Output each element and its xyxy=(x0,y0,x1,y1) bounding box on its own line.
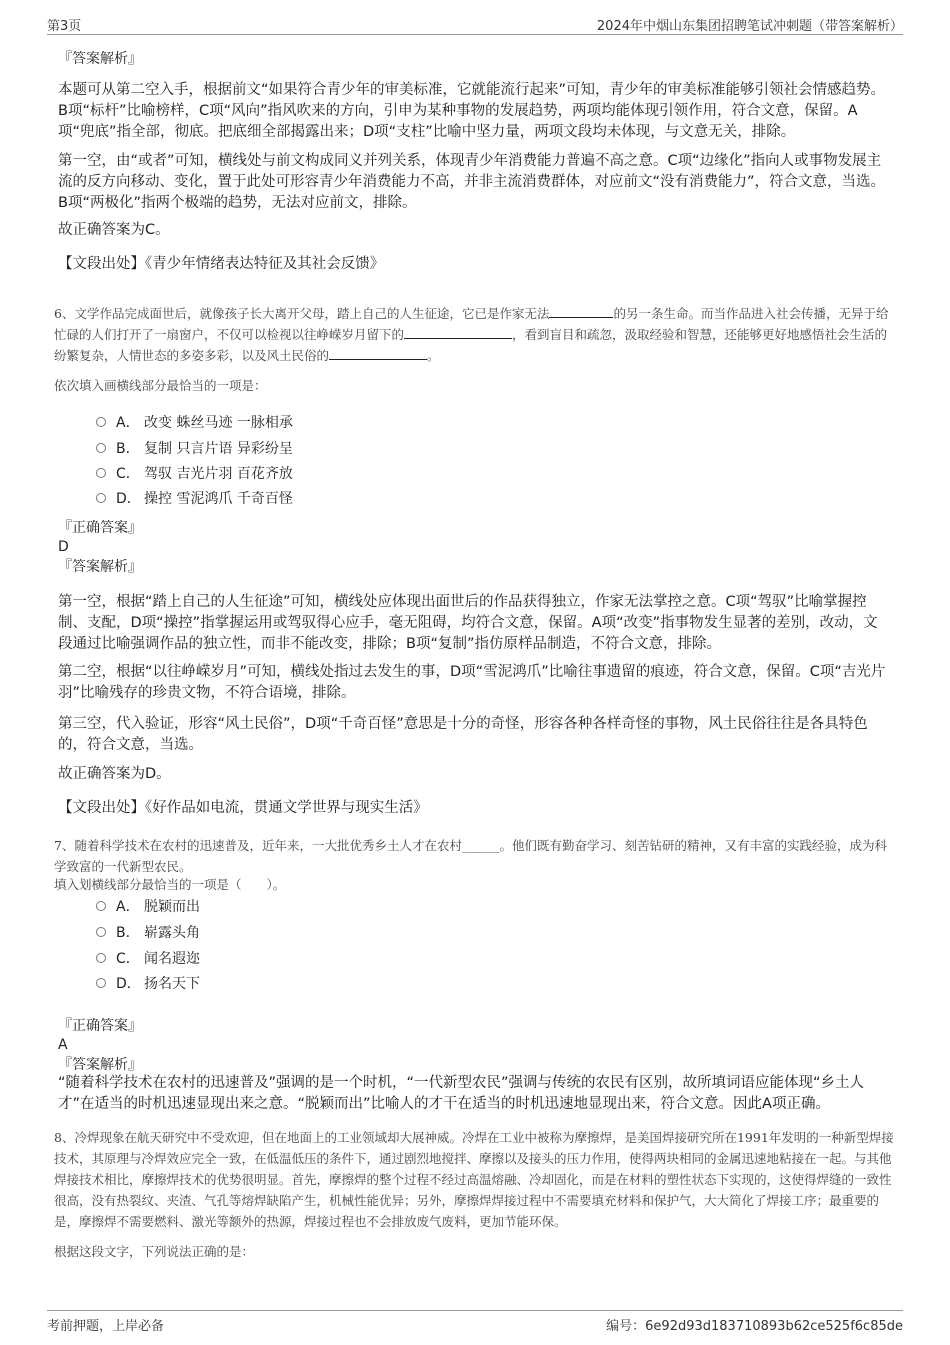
radio-icon[interactable] xyxy=(96,493,106,503)
option-b[interactable]: B． 崭露头角 xyxy=(96,924,200,942)
option-a[interactable]: A． 脱颖而出 xyxy=(96,898,200,916)
correct-answer-label: 『正确答案』 xyxy=(58,520,142,536)
fill-blank xyxy=(329,347,427,360)
radio-icon[interactable] xyxy=(96,901,106,911)
option-b[interactable]: B． 复制 只言片语 异彩纷呈 xyxy=(96,440,293,458)
question-prompt: 填入划横线部分最恰当的一项是（ ）。 xyxy=(54,877,286,892)
analysis-paragraph: 第一空，由“或者”可知，横线处与前文构成同义并列关系，体现青少年消费能力普遍不高之意。C项“边缘化”指向人或事物发展主流的反方向移动、变化，置于此处可形容青少年消费能力不高，并非主流消费群体，对应前文“没有消费能力”，符合文意，当选。B项“两极化”指两个极端的趋势，无法对应前文，排除。 xyxy=(58,153,886,211)
page-footer xyxy=(47,1310,903,1333)
fill-blank xyxy=(404,326,512,339)
question-prompt: 依次填入画横线部分最恰当的一项是： xyxy=(54,378,267,393)
radio-icon[interactable] xyxy=(96,417,106,427)
question-prompt: 根据这段文字，下列说法正确的是： xyxy=(54,1244,255,1259)
footer-slogan: 考前押题，上岸必备 xyxy=(47,1319,165,1334)
radio-icon[interactable] xyxy=(96,443,106,453)
page-header xyxy=(47,14,903,35)
analysis-paragraph: 本题可从第二空入手，根据前文“如果符合青少年的审美标准，它就能流行起来”可知，青少年的审美标准能够引领社会情感趋势。B项“标杆”比喻榜样，C项“风向”指风吹来的方向，引申为某种事物的发展趋势，两项均能体现引领作用，符合文意，保留。A项“兜底”指全部，彻底。把底细全部揭露出来；D项“支柱”比喻中坚力量，两项文段均未体现，与文意无关，排除。 xyxy=(58,82,886,140)
correct-answer: D xyxy=(58,539,69,555)
option-a[interactable]: A． 改变 蛛丝马迹 一脉相承 xyxy=(96,414,293,432)
question-8-stem: 8、冷焊现象在航天研究中不受欢迎，但在地面上的工业领域却大展神威。冷焊在工业中被称为摩擦焊，是美国焊接研究所在1991年发明的一种新型焊接技术，其原理与冷焊效应完全一致，在低温低压的条件下，通过剧烈地搅拌、摩擦以及接头的压力作用，使得两块相同的金属迅速地粘接在一起。与其他焊接技术相比，摩擦焊技术的优势很明显。首先，摩擦焊的整个过程不经过高温熔融、冷却固化，而是在材料的塑性状态下实现的，这使得焊缝的一致性很高，没有热裂纹、夹渣、气孔等熔焊缺陷产生，机械性能优异；另外，摩擦焊焊接过程中不需要填充材料和保护气，大大简化了焊接工序；最重要的是，摩擦焊不需要燃料、激光等额外的热源，焊接过程也不会排放废气废料，更加节能环保。 xyxy=(54,1130,894,1229)
conclusion: 故正确答案为D。 xyxy=(58,766,171,782)
fill-blank xyxy=(549,305,613,318)
radio-icon[interactable] xyxy=(96,953,106,963)
radio-icon[interactable] xyxy=(96,927,106,937)
conclusion: 故正确答案为C。 xyxy=(58,222,170,238)
option-d[interactable]: D． 扬名天下 xyxy=(96,975,200,993)
correct-answer: A xyxy=(58,1037,68,1053)
analysis-label: 『答案解析』 xyxy=(58,1057,142,1073)
analysis-paragraph: 第三空，代入验证，形容“风土民俗”，D项“千奇百怪”意思是十分的奇怪，形容各种各样奇怪的事物，风土民俗往往是各具特色的，符合文意，当选。 xyxy=(58,716,868,753)
analysis-label: 『答案解析』 xyxy=(58,51,142,67)
document-id: 编号：6e92d93d183710893b62ce525f6c85de xyxy=(606,1319,903,1334)
option-c[interactable]: C． 驾驭 吉光片羽 百花齐放 xyxy=(96,465,293,483)
source-citation: 【文段出处】《好作品如电流，贯通文学世界与现实生活》 xyxy=(58,800,428,816)
source-citation: 【文段出处】《青少年情绪表达特征及其社会反馈》 xyxy=(58,256,385,272)
question-6-stem: 6、文学作品完成面世后，就像孩子长大离开父母，踏上自己的人生征途，它已是作家无法 的另一条生命。而当作品进入社会传播，无异于给忙碌的人们打开了一扇窗户，不仅可以检视以往峥嵘岁月留下的 ，看到盲目和疏忽，汲取经验和智慧，还能够更好地感悟社会生活的纷繁复杂，人情世态的多姿多彩，以及风土民俗的 。 xyxy=(54,306,889,363)
radio-icon[interactable] xyxy=(96,978,106,988)
correct-answer-label: 『正确答案』 xyxy=(58,1018,142,1034)
analysis-label: 『答案解析』 xyxy=(58,559,142,575)
option-d[interactable]: D． 操控 雪泥鸿爪 千奇百怪 xyxy=(96,490,293,508)
option-c[interactable]: C． 闻名遐迩 xyxy=(96,950,200,968)
analysis-paragraph: “随着科学技术在农村的迅速普及”强调的是一个时机，“一代新型农民”强调与传统的农民有区别，故所填词语应能体现“乡土人才”在适当的时机迅速显现出来之意。“脱颖而出”比喻人的才干在适当的时机迅速地显现出来，符合文意。因此A项正确。 xyxy=(58,1075,865,1112)
analysis-paragraph: 第二空，根据“以往峥嵘岁月”可知，横线处指过去发生的事，D项“雪泥鸿爪”比喻往事遗留的痕迹，符合文意，保留。C项“吉光片羽”比喻残存的珍贵文物，不符合语境，排除。 xyxy=(58,664,886,701)
radio-icon[interactable] xyxy=(96,468,106,478)
analysis-paragraph: 第一空，根据“踏上自己的人生征途”可知，横线处应体现出面世后的作品获得独立，作家无法掌控之意。C项“驾驭”比喻掌握控制、支配，D项“操控”指掌握运用或驾驭得心应手，毫无阻碍，均符合文意，保留。A项“改变”指事物发生显著的差别，改动，文段通过比喻强调作品的独立性，而非不能改变，排除；B项“复制”指仿原样品制造，不符合文意，排除。 xyxy=(58,594,878,652)
page-number: 第3页 xyxy=(47,19,82,34)
question-7-stem: 7、随着科学技术在农村的迅速普及，近年来，一大批优秀乡土人才在农村______。他们既有勤奋学习、刻苦钻研的精神，又有丰富的实践经验，成为科学致富的一代新型农民。 xyxy=(54,838,887,874)
document-title: 2024年中烟山东集团招聘笔试冲刺题（带答案解析） xyxy=(596,19,903,34)
